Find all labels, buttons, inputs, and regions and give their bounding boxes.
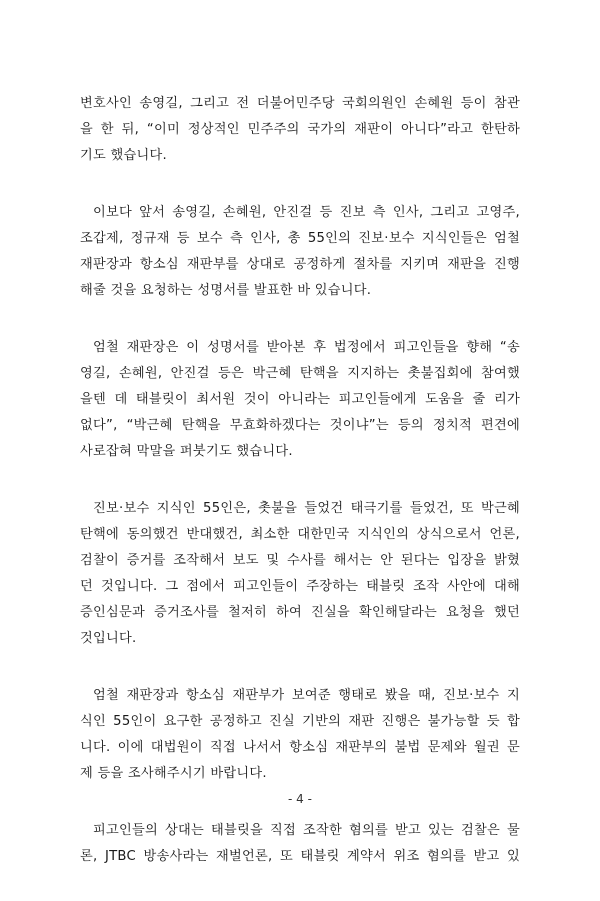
text-line: 을 한 뒤, “이미 정상적인 민주주의 국가의 재판이 아니다”라고 한탄하 (80, 122, 520, 137)
text-line: 재판장과 항소심 재판부를 상대로 공정하게 절차를 지키며 재판을 진행 (80, 257, 520, 272)
text-line: 영길, 손혜원, 안진걸 등은 박근혜 탄핵을 지지하는 촛불집회에 참여했 (80, 366, 520, 381)
text-line: 던 것입니다. 그 점에서 피고인들이 주장하는 태블릿 조작 사안에 대해 (80, 579, 520, 594)
text-line: 을텐 데 태블릿이 최서원 것이 아니라는 피고인들에게 도움을 줄 리가 (80, 392, 520, 407)
text-line: 없다”, “박근혜 탄핵을 무효화하겠다는 것이냐”는 등의 정치적 편견에 (80, 418, 520, 433)
text-line (80, 496, 520, 522)
text-line: 것입니다. (80, 631, 137, 646)
text-line-content: 피고인들의 상대는 태블릿을 직접 조작한 혐의를 받고 있는 검찰은 물 (93, 823, 520, 838)
text-line: 검찰이 증거를 조작해서 보도 및 수사를 해서는 안 된다는 입장을 밝혔 (80, 553, 520, 568)
paragraph-4 (80, 496, 520, 652)
text-line: 탄핵에 동의했건 반대했건, 최소한 대한민국 지식인의 상식으로서 언론, (80, 527, 520, 542)
paragraph-2 (80, 200, 520, 304)
paragraph-1 (80, 91, 520, 169)
text-line: 제 등을 조사해주시기 바랍니다. (80, 766, 267, 781)
text-line (80, 335, 520, 361)
text-line: 해줄 것을 요청하는 성명서를 발표한 바 있습니다. (80, 283, 372, 298)
text-line-content: 진보·보수 지식인 55인은, 촛불을 들었건 태극기를 들었건, 또 박근혜 (93, 501, 520, 516)
text-line-content: 엄철 재판장과 항소심 재판부가 보여준 행태로 봤을 때, 진보·보수 지 (93, 688, 520, 703)
text-line (80, 818, 520, 844)
text-line: 기도 했습니다. (80, 148, 167, 163)
page-number: - 4 - (288, 792, 312, 806)
text-line: 니다. 이에 대법원이 직접 나서서 항소심 재판부의 불법 문제와 월권 문 (80, 740, 520, 755)
text-line-content: 엄철 재판장은 이 성명서를 받아본 후 법정에서 피고인들을 향해 “송 (93, 340, 520, 355)
text-line (80, 200, 520, 226)
paragraph-5 (80, 683, 520, 787)
text-line: 조갑제, 정규재 등 보수 측 인사, 총 55인의 진보·보수 지식인들은 엄철 (80, 231, 520, 246)
text-line-content: 이보다 앞서 송영길, 손혜원, 안진걸 등 진보 측 인사, 그리고 고영주, (93, 205, 520, 220)
document-body (80, 91, 520, 901)
text-line: 론, JTBC 방송사라는 재벌언론, 또 태블릿 계약서 위조 혐의를 받고 있 (80, 849, 520, 864)
text-line: 식인 55인이 요구한 공정하고 진실 기반의 재판 진행은 불가능할 듯 합 (80, 714, 520, 729)
paragraph-6 (80, 818, 520, 870)
text-line (80, 683, 520, 709)
paragraph-3 (80, 335, 520, 465)
text-line: 변호사인 송영길, 그리고 전 더불어민주당 국회의원인 손혜원 등이 참관 (80, 96, 520, 111)
text-line: 증인심문과 증거조사를 철저히 하여 진실을 확인해달라는 요청을 했던 (80, 605, 520, 620)
text-line: 사로잡혀 막말을 퍼붓기도 했습니다. (80, 444, 293, 459)
